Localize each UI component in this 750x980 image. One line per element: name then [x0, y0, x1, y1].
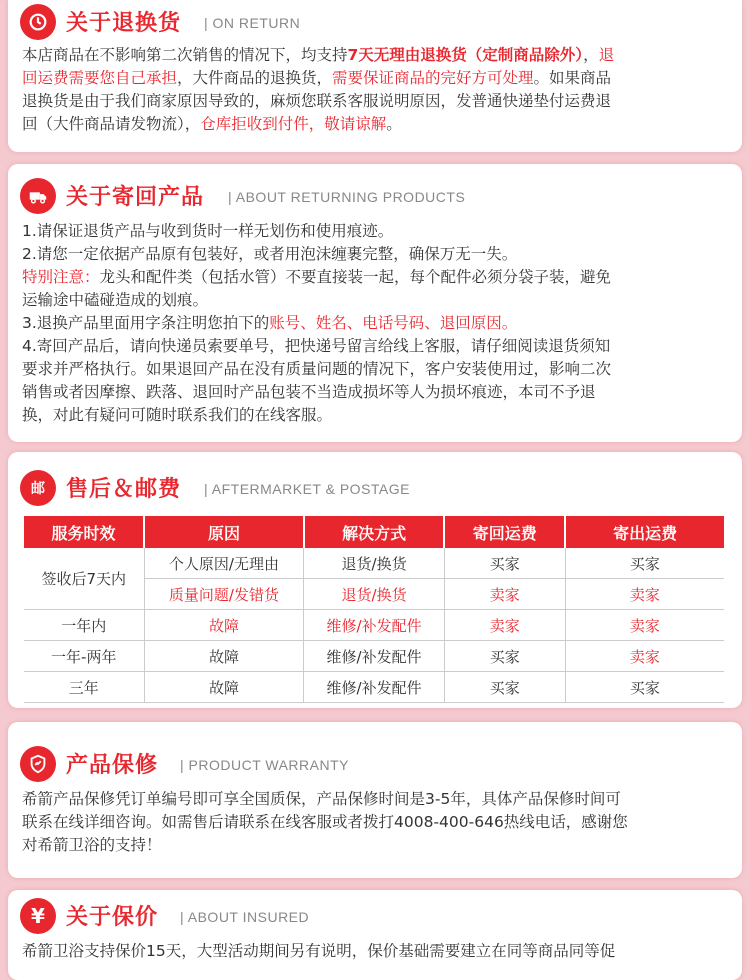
section-title: 关于退换货: [66, 11, 182, 36]
section-title: 关于保价: [66, 905, 159, 930]
text-segment: 要求并严格执行。如果退回产品在没有质量问题的情况下，客户安装使用过，影响二次: [22, 360, 612, 378]
text-line: [22, 381, 728, 404]
table-cell: 退货/换货: [304, 548, 444, 579]
text-segment: 。如果商品: [533, 69, 612, 87]
text-segment: 龙头和配件类（包括水管）不要直接装一起，每个配件必须分袋子装，避免: [99, 268, 612, 286]
text-line: [22, 90, 728, 113]
text-line: [22, 113, 728, 136]
table-header-row: [24, 516, 724, 548]
text-segment: 7天无理由退换货（定制商品除外）: [347, 46, 584, 64]
text-segment: 账号、姓名、电话号码、退回原因。: [269, 314, 518, 332]
section-title: 关于寄回产品: [66, 185, 205, 210]
section-subtitle: | ON RETURN: [204, 15, 301, 31]
text-segment: 联系在线详细咨询。如需售后请联系在线客服或者拨打4008-400-646热线电话，感谢您: [22, 813, 628, 831]
table-cell: 故障: [144, 610, 304, 641]
text-segment: 本店商品在不影响第二次销售的情况下，均支持: [22, 46, 348, 64]
table-cell: 维修/补发配件: [304, 641, 444, 672]
text-segment: 退换货是由于我们商家原因导致的，麻烦您联系客服说明原因，发普通快递垫付运费退: [22, 92, 612, 110]
text-line: [22, 266, 728, 289]
section-header: [8, 466, 742, 510]
table-row: [24, 672, 724, 703]
text-segment: ，大件商品的退换货，: [177, 69, 333, 87]
text-line: [22, 243, 728, 266]
table-cell: 个人原因/无理由: [144, 548, 304, 579]
text-segment: 1.请保证退货产品与收到货时一样无划伤和使用痕迹。: [22, 222, 394, 240]
insured-price-card: [8, 890, 742, 980]
text-line: [22, 67, 728, 90]
text-segment: 2.请您一定依据产品原有包装好，或者用泡沫缠裹完整，确保万无一失。: [22, 245, 518, 263]
section-subtitle: | AFTERMARKET & POSTAGE: [204, 481, 410, 497]
text-line: [22, 335, 728, 358]
product-warranty-card: [8, 722, 742, 878]
section-subtitle: | PRODUCT WARRANTY: [180, 757, 349, 773]
table-cell: 卖家: [565, 579, 724, 610]
period-cell: 一年-两年: [24, 641, 144, 672]
text-segment: 需要保证商品的完好方可处理: [332, 69, 534, 87]
table-cell: 维修/补发配件: [304, 672, 444, 703]
text-segment: 3.退换产品里面用字条注明您拍下的: [22, 314, 270, 332]
text-segment: 回运费需要您自己承担: [22, 69, 178, 87]
table-cell: 买家: [444, 672, 565, 703]
text-line: [22, 289, 728, 312]
period-cell: 三年: [24, 672, 144, 703]
table-cell: 买家: [444, 641, 565, 672]
table-cell: 买家: [565, 672, 724, 703]
text-line: [22, 834, 728, 857]
table-row: [24, 641, 724, 672]
table-cell: 卖家: [565, 641, 724, 672]
text-segment: 希箭产品保修凭订单编号即可享全国质保，产品保修时间是3-5年，具体产品保修时间可: [22, 790, 621, 808]
table-header-cell: 解决方式: [304, 516, 444, 548]
table-row: [24, 548, 724, 579]
table-cell: 买家: [565, 548, 724, 579]
table-cell: 退货/换货: [304, 579, 444, 610]
section-header: [8, 174, 742, 218]
table-cell: 卖家: [565, 610, 724, 641]
return-policy-card: [8, 0, 742, 152]
text-line: [22, 404, 728, 427]
text-line: [22, 312, 728, 335]
table-cell: 维修/补发配件: [304, 610, 444, 641]
section-text: [8, 44, 742, 136]
text-segment: 特别注意：: [22, 268, 100, 286]
postage-table: [24, 516, 724, 703]
text-segment: 换，对此有疑问可随时联系我们的在线客服。: [22, 406, 333, 424]
text-segment: 销售或者因摩擦、跌落、退回时产品包装不当造成损坏等人为损坏痕迹，本司不予退: [22, 383, 596, 401]
text-segment: ，: [583, 46, 599, 64]
returning-products-card: [8, 164, 742, 442]
section-text: [8, 938, 742, 963]
table-cell: 故障: [144, 672, 304, 703]
section-title: 售后＆邮费: [66, 477, 182, 502]
section-header: [8, 0, 742, 44]
text-segment: 4.寄回产品后，请向快递员索要单号，把快递号留言给线上客服，请仔细阅读退货须知: [22, 337, 611, 355]
text-segment: 仓库拒收到付件，敬请谅解: [200, 115, 387, 133]
text-segment: 运输途中磕碰造成的划痕。: [22, 291, 209, 309]
section-title: 产品保修: [66, 753, 159, 778]
table-header-cell: 原因: [144, 516, 304, 548]
section-header: [8, 742, 742, 786]
section-header: [8, 894, 742, 938]
text-segment: 希箭卫浴支持保价15天，大型活动期间另有说明，保价基础需要建立在同等商品同等促: [22, 942, 616, 960]
clock-return-icon: [20, 4, 56, 40]
section-text: [8, 218, 742, 427]
text-segment: 回（大件商品请发物流），: [22, 115, 201, 133]
text-segment: 对希箭卫浴的支持！: [22, 836, 162, 854]
table-header-cell: 服务时效: [24, 516, 144, 548]
aftermarket-postage-card: [8, 452, 742, 708]
table-cell: 故障: [144, 641, 304, 672]
table-cell: 质量问题/发错货: [144, 579, 304, 610]
table-cell: 买家: [444, 548, 565, 579]
truck-icon: [20, 178, 56, 214]
table-header-cell: 寄回运费: [444, 516, 565, 548]
shield-wrench-icon: [20, 746, 56, 782]
text-segment: 退: [598, 46, 615, 64]
post-badge-icon: 邮: [20, 470, 56, 506]
text-line: [22, 811, 728, 834]
section-subtitle: | ABOUT RETURNING PRODUCTS: [228, 189, 466, 205]
table-cell: 卖家: [444, 579, 565, 610]
text-line: [22, 788, 728, 811]
text-line: [22, 44, 728, 67]
section-text: [8, 786, 742, 857]
period-cell: 签收后7天内: [24, 548, 144, 610]
yen-icon: ¥: [20, 898, 56, 934]
period-cell: 一年内: [24, 610, 144, 641]
table-row: [24, 610, 724, 641]
table-header-cell: 寄出运费: [565, 516, 724, 548]
text-line: [22, 220, 728, 243]
text-line: [22, 358, 728, 381]
section-subtitle: | ABOUT INSURED: [180, 909, 310, 925]
table-cell: 卖家: [444, 610, 565, 641]
text-segment: 。: [386, 115, 402, 133]
